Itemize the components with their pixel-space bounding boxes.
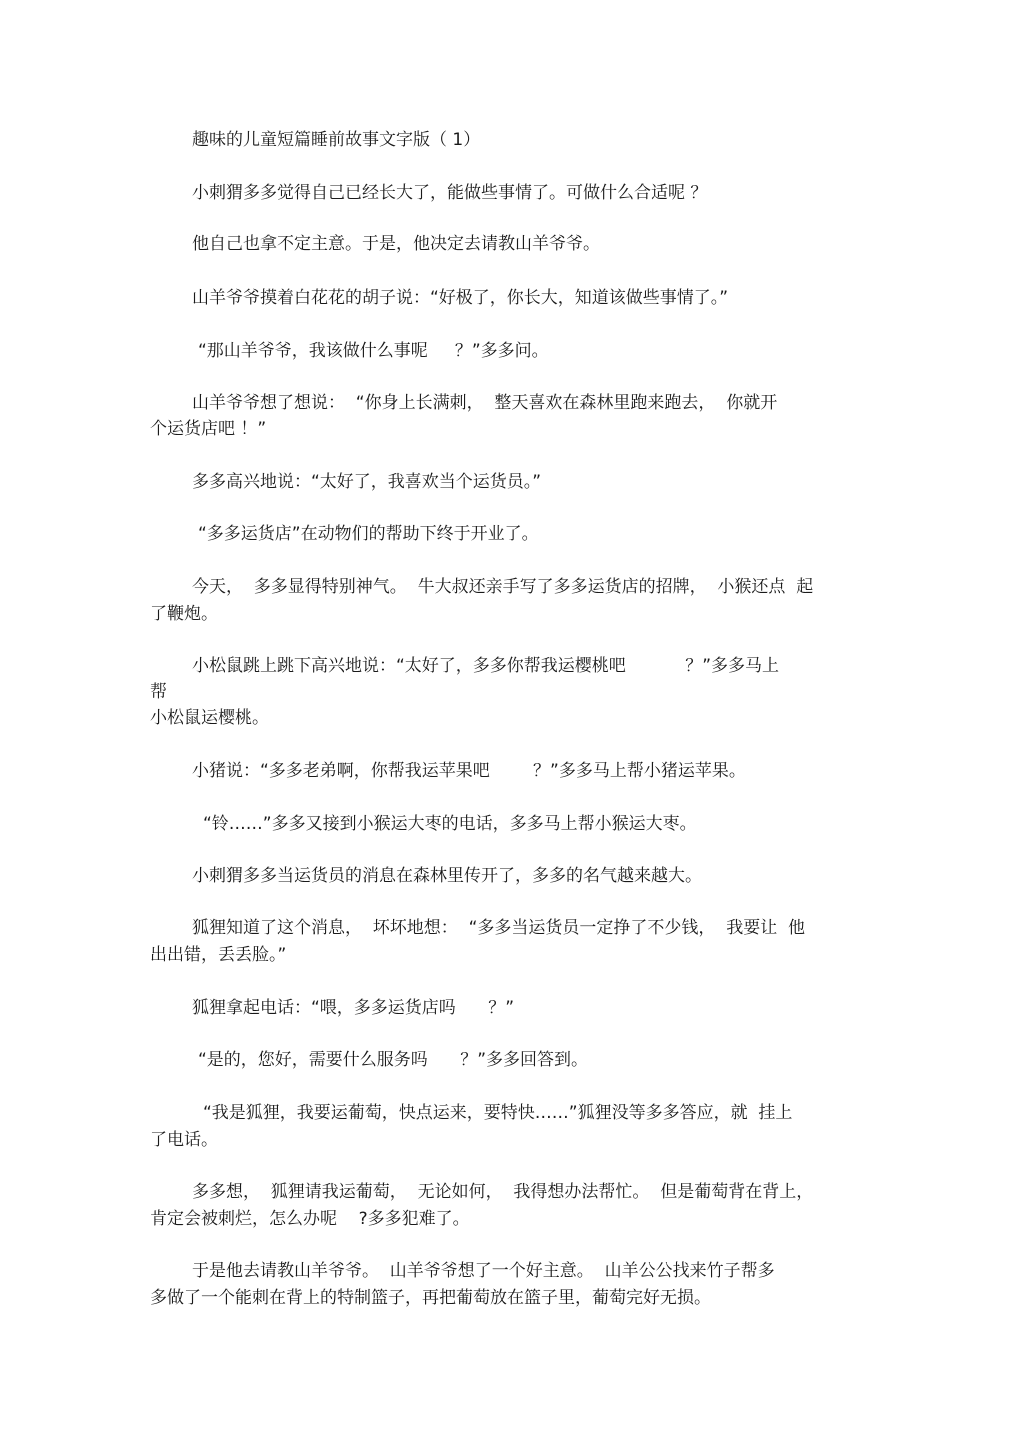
paragraph-18-line-1: 于是他去请教山羊爷爷。 山羊爷爷想了一个好主意。 山羊公公找来竹子帮多 (192, 1261, 775, 1281)
paragraph-12: 小刺猬多多当运货员的消息在森林里传开了，多多的名气越来越大。 (192, 866, 702, 886)
paragraph-18-line-2: 多做了一个能刺在背上的特制篮子，再把葡萄放在篮子里，葡萄完好无损。 (150, 1288, 711, 1308)
paragraph-9-line-2: 帮 (150, 682, 167, 702)
paragraph-11: “铃……”多多又接到小猴运大枣的电话，多多马上帮小猴运大枣。 (203, 814, 697, 834)
paragraph-17-line-2: 肯定会被刺烂，怎么办呢 ?多多犯难了。 (150, 1209, 470, 1229)
paragraph-3: 山羊爷爷摸着白花花的胡子说：“好极了，你长大，知道该做些事情了。” (192, 288, 729, 308)
paragraph-4: “那山羊爷爷，我该做什么事呢 ？”多多问。 (198, 341, 549, 361)
document-title: 趣味的儿童短篇睡前故事文字版（ 1） (192, 130, 481, 150)
paragraph-5-line-2: 个运货店吧 ！” (150, 419, 267, 439)
paragraph-13-line-2: 出出错，丢丢脸。” (150, 945, 287, 965)
paragraph-8-line-1: 今天， 多多显得特别神气。 牛大叔还亲手写了多多运货店的招牌， 小猴还点 起 (192, 577, 814, 597)
paragraph-8-line-2: 了鞭炮。 (150, 604, 218, 624)
paragraph-17-line-1: 多多想， 狐狸请我运葡萄， 无论如何， 我得想办法帮忙。 但是葡萄背在背上， (192, 1182, 814, 1202)
paragraph-15: “是的，您好，需要什么服务吗 ？”多多回答到。 (198, 1050, 589, 1070)
paragraph-10: 小猪说：“多多老弟啊，你帮我运苹果吧 ？”多多马上帮小猪运苹果。 (192, 761, 746, 781)
paragraph-7: “多多运货店”在动物们的帮助下终于开业了。 (198, 524, 539, 544)
paragraph-2: 他自己也拿不定主意。于是，他决定去请教山羊爷爷。 (192, 234, 600, 254)
paragraph-9-line-1: 小松鼠跳上跳下高兴地说：“太好了，多多你帮我运樱桃吧 ？”多多马上 (192, 656, 780, 676)
paragraph-16-line-2: 了电话。 (150, 1130, 218, 1150)
paragraph-9-line-3: 小松鼠运樱桃。 (150, 708, 269, 728)
paragraph-16-line-1: “我是狐狸，我要运葡萄，快点运来，要特快……”狐狸没等多多答应，就 挂上 (203, 1103, 793, 1123)
paragraph-6: 多多高兴地说：“太好了，我喜欢当个运货员。” (192, 472, 542, 492)
paragraph-5-line-1: 山羊爷爷想了想说： “你身上长满刺， 整天喜欢在森林里跑来跑去， 你就开 (192, 393, 778, 413)
paragraph-13-line-1: 狐狸知道了这个消息， 坏坏地想： “多多当运货员一定挣了不少钱， 我要让 他 (192, 918, 806, 938)
paragraph-1: 小刺猬多多觉得自己已经长大了，能做些事情了。可做什么合适呢 ？ (192, 183, 708, 203)
paragraph-14: 狐狸拿起电话：“喂，多多运货店吗 ？” (192, 998, 515, 1018)
